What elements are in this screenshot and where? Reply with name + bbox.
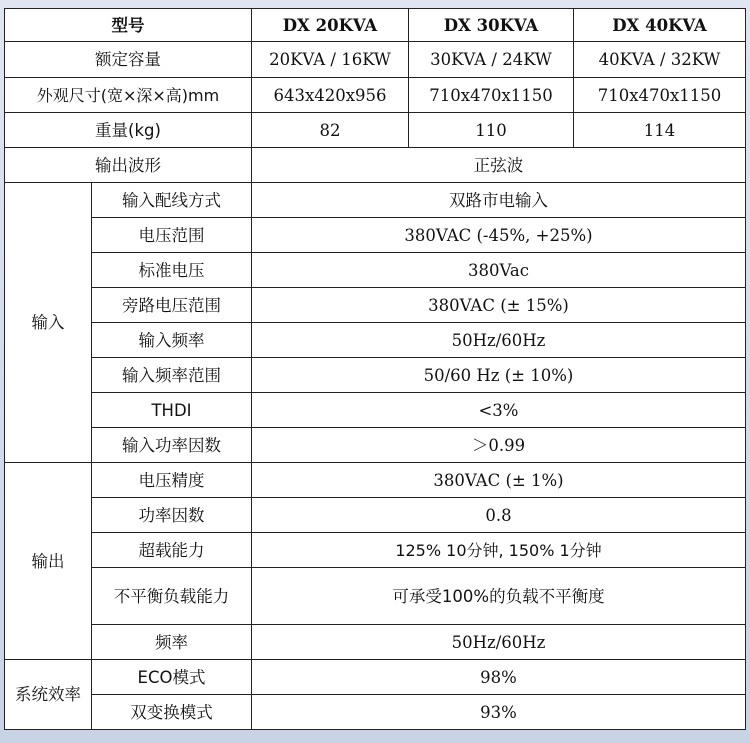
table-row — [5, 42, 746, 78]
cell-value: 82 — [252, 113, 409, 148]
table-row — [5, 428, 746, 463]
table-row — [5, 288, 746, 323]
table-row — [5, 695, 746, 730]
cell-value: 710x470x1150 — [409, 78, 574, 113]
cell-value: <3% — [252, 393, 746, 428]
table-row — [5, 253, 746, 288]
cell-value: 正弦波 — [252, 148, 746, 183]
spec-table — [4, 8, 746, 730]
table-row — [5, 323, 746, 358]
row-label: 电压范围 — [92, 218, 252, 253]
cell-value: 50Hz/60Hz — [252, 625, 746, 660]
table-row — [5, 393, 746, 428]
row-label: 外观尺寸(宽×深×高)mm — [5, 78, 252, 113]
cell-value: 50/60 Hz (± 10%) — [252, 358, 746, 393]
cell-value: ＞0.99 — [252, 428, 746, 463]
table-row — [5, 218, 746, 253]
cell-value: 380Vac — [252, 253, 746, 288]
row-label: 输入频率范围 — [92, 358, 252, 393]
row-label: 不平衡负载能力 — [92, 568, 252, 625]
cell-value: 380VAC (-45%, +25%) — [252, 218, 746, 253]
cell-value: 643x420x956 — [252, 78, 409, 113]
row-label: 额定容量 — [5, 42, 252, 78]
cell-value: 93% — [252, 695, 746, 730]
table-row — [5, 625, 746, 660]
model-header: 型号 — [5, 9, 252, 42]
row-label: 频率 — [92, 625, 252, 660]
group-label-input: 输入 — [5, 183, 92, 463]
row-label: 双变换模式 — [92, 695, 252, 730]
row-label: 电压精度 — [92, 463, 252, 498]
cell-value: 40KVA / 32KW — [574, 42, 746, 78]
cell-value: 710x470x1150 — [574, 78, 746, 113]
model-name: DX 30KVA — [409, 9, 574, 42]
row-label: ECO模式 — [92, 660, 252, 695]
cell-value: 98% — [252, 660, 746, 695]
cell-value: 0.8 — [252, 498, 746, 533]
table-row — [5, 78, 746, 113]
cell-value: 30KVA / 24KW — [409, 42, 574, 78]
table-row — [5, 463, 746, 498]
cell-value: 110 — [409, 113, 574, 148]
row-label: THDI — [92, 393, 252, 428]
model-name: DX 20KVA — [252, 9, 409, 42]
table-row — [5, 498, 746, 533]
cell-value: 380VAC (± 15%) — [252, 288, 746, 323]
cell-value: 50Hz/60Hz — [252, 323, 746, 358]
group-label-efficiency: 系统效率 — [5, 660, 92, 730]
row-label: 输入频率 — [92, 323, 252, 358]
row-label: 超载能力 — [92, 533, 252, 568]
cell-value: 114 — [574, 113, 746, 148]
cell-value: 20KVA / 16KW — [252, 42, 409, 78]
row-label: 旁路电压范围 — [92, 288, 252, 323]
header-row — [5, 9, 746, 42]
table-row — [5, 183, 746, 218]
table-row — [5, 533, 746, 568]
cell-value: 双路市电输入 — [252, 183, 746, 218]
model-name: DX 40KVA — [574, 9, 746, 42]
table-row — [5, 568, 746, 625]
table-row — [5, 148, 746, 183]
cell-value: 可承受100%的负载不平衡度 — [252, 568, 746, 625]
cell-value: 380VAC (± 1%) — [252, 463, 746, 498]
group-label-output: 输出 — [5, 463, 92, 660]
row-label: 功率因数 — [92, 498, 252, 533]
row-label: 输出波形 — [5, 148, 252, 183]
row-label: 标准电压 — [92, 253, 252, 288]
cell-value: 125% 10分钟, 150% 1分钟 — [252, 533, 746, 568]
table-row — [5, 358, 746, 393]
row-label: 重量(kg) — [5, 113, 252, 148]
table-row — [5, 113, 746, 148]
row-label: 输入配线方式 — [92, 183, 252, 218]
table-row — [5, 660, 746, 695]
row-label: 输入功率因数 — [92, 428, 252, 463]
